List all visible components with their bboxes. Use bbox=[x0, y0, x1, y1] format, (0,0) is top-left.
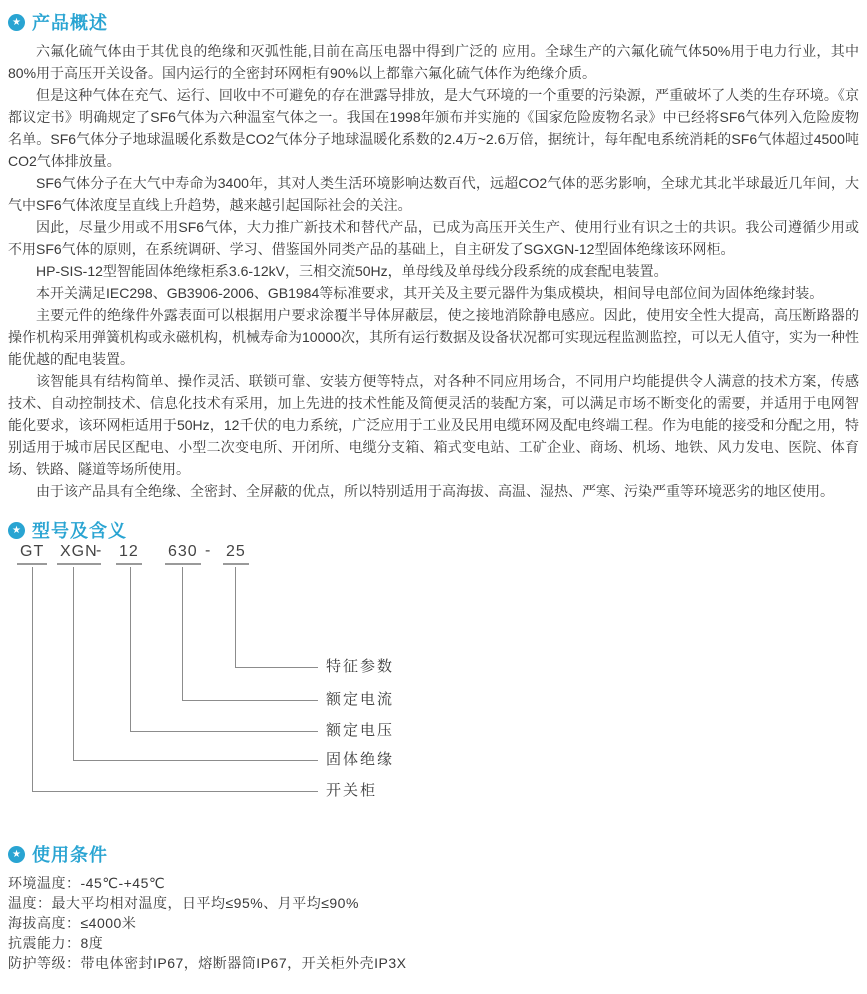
overview-paragraph: 但是这种气体在充气、运行、回收中不可避免的存在泄露导排放，是大气环境的一个重要的污染源，严重破坏了人类的生存环境。《京都议定书》明确规定了SF6气体为六种温室气体之一。我国在1998年颁布并实施的《国家危险废物名录》中已经将SF6气体列入危险废物名单。SF6气体分子地球温暖化系数是CO2气体分子地球温暖化系数的2.4万~2.6万倍，据统计，每年配电系统消耗的SF6气体超过4500吨CO2气体排放量。 bbox=[8, 87, 859, 169]
connector-line bbox=[130, 731, 318, 732]
overview-paragraph: 由于该产品具有全绝缘、全密封、全屏蔽的优点，所以特别适用于高海拔、高温、湿热、严寒、污染严重等环境恶劣的地区使用。 bbox=[36, 483, 834, 499]
model-designation-diagram bbox=[8, 542, 859, 840]
section-header-model bbox=[8, 518, 859, 542]
section-header-overview bbox=[8, 10, 859, 34]
connector-line bbox=[32, 567, 33, 791]
connector-line bbox=[235, 667, 318, 668]
model-separator: - bbox=[96, 542, 102, 559]
overview-paragraph: 主要元件的绝缘件外露表面可以根据用户要求涂覆半导体屏蔽层，使之接地消除静电感应。因此，使用安全性大提高，高压断路器的操作机构采用弹簧机构或永磁机构，机械寿命为10000次，其所有运行数据及设备状况都可实现远程监测监控，可以无人值守，实为一种性能优越的配电装置。 bbox=[8, 307, 859, 367]
condition-seismic: 抗震能力：8度 bbox=[8, 935, 104, 951]
overview-paragraphs bbox=[8, 40, 859, 502]
condition-protection-class: 防护等级：带电体密封IP67，熔断器筒IP67，开关柜外壳IP3X bbox=[8, 955, 407, 971]
conditions-list bbox=[8, 873, 859, 973]
overview-paragraph: 该智能具有结构简单、操作灵活、联锁可靠、安装方便等特点，对各种不同应用场合，不同用户均能提供令人满意的技术方案，传感技术、自动控制技术、信息化技术有采用，加上先进的技术性能及简便灵活的装配方案，可以满足市场不断变化的需要，并适用于电网智能化要求，该环网柜适用于50Hz，12千伏的电力系统，广泛应用于工业及民用电缆环网及配电终端工程。作为电能的接受和分配之用，特别适用于城市居民区配电、小型二次变电所、开闭所、电缆分支箱、箱式变电站、工矿企业、商场、机场、地铁、风力发电、医院、体育场、铁路、隧道等场所使用。 bbox=[8, 373, 859, 477]
connector-line bbox=[130, 567, 131, 731]
diagram-label-switchgear: 开关柜 bbox=[326, 782, 378, 799]
diagram-label-rated-current: 额定电流 bbox=[326, 691, 395, 708]
connector-line bbox=[235, 567, 236, 667]
diagram-label-rated-voltage: 额定电压 bbox=[326, 722, 395, 739]
model-segment-series: GT bbox=[17, 542, 47, 565]
section-title-overview: 产品概述 bbox=[32, 13, 108, 33]
section-header-conditions bbox=[8, 842, 859, 866]
diagram-label-feature-params: 特征参数 bbox=[326, 658, 395, 675]
condition-humidity: 温度：最大平均相对温度，日平均≤95%、月平均≤90% bbox=[8, 895, 359, 911]
model-segment-feature: 25 bbox=[223, 542, 249, 565]
overview-paragraph: 本开关满足IEC298、GB3906-2006、GB1984等标准要求，其开关及主要元器件为集成模块，相间导电部位间为固体绝缘封装。 bbox=[36, 285, 824, 301]
star-circle-icon: ★ bbox=[8, 846, 25, 863]
overview-paragraph: 六氟化硫气体由于其优良的绝缘和灭弧性能,目前在高压电器中得到广泛的 应用。全球生产的六氟化硫气体50%用于电力行业，其中80%用于高压开关设备。国内运行的全密封环网柜有90%以上都靠六氟化硫气体作为绝缘介质。 bbox=[8, 43, 859, 81]
star-circle-icon: ★ bbox=[8, 14, 25, 31]
star-circle-icon: ★ bbox=[8, 522, 25, 539]
overview-paragraph: SF6气体分子在大气中寿命为3400年，其对人类生活环境影响达数百代，远超CO2气体的恶劣影响，全球尤其北半球最近几年间，大气中SF6气体浓度呈直线上升趋势，越来越引起国际社会的关注。 bbox=[8, 175, 859, 213]
diagram-label-solid-insulation: 固体绝缘 bbox=[326, 751, 395, 768]
condition-ambient-temperature: 环境温度：-45℃-+45℃ bbox=[8, 875, 166, 891]
condition-altitude: 海拔高度：≤4000米 bbox=[8, 915, 137, 931]
section-title-model: 型号及含义 bbox=[32, 521, 127, 541]
connector-line bbox=[73, 567, 74, 760]
model-segment-type: XGN bbox=[57, 542, 101, 565]
connector-line bbox=[182, 700, 318, 701]
connector-line bbox=[32, 791, 318, 792]
section-title-conditions: 使用条件 bbox=[32, 845, 108, 865]
model-segment-current: 630 bbox=[165, 542, 201, 565]
model-separator: - bbox=[205, 542, 211, 559]
connector-line bbox=[73, 760, 318, 761]
connector-line bbox=[182, 567, 183, 700]
model-segment-voltage: 12 bbox=[116, 542, 142, 565]
overview-paragraph: HP-SIS-12型智能固体绝缘柜系3.6-12kV，三相交流50Hz，单母线及单母线分段系统的成套配电装置。 bbox=[36, 263, 668, 279]
overview-paragraph: 因此，尽量少用或不用SF6气体，大力推广新技术和替代产品，已成为高压开关生产、使用行业有识之士的共识。我公司遵循少用或不用SF6气体的原则，在系统调研、学习、借鉴国外同类产品的基础上，自主研发了SGXGN-12型固体绝缘该环网柜。 bbox=[8, 219, 859, 257]
